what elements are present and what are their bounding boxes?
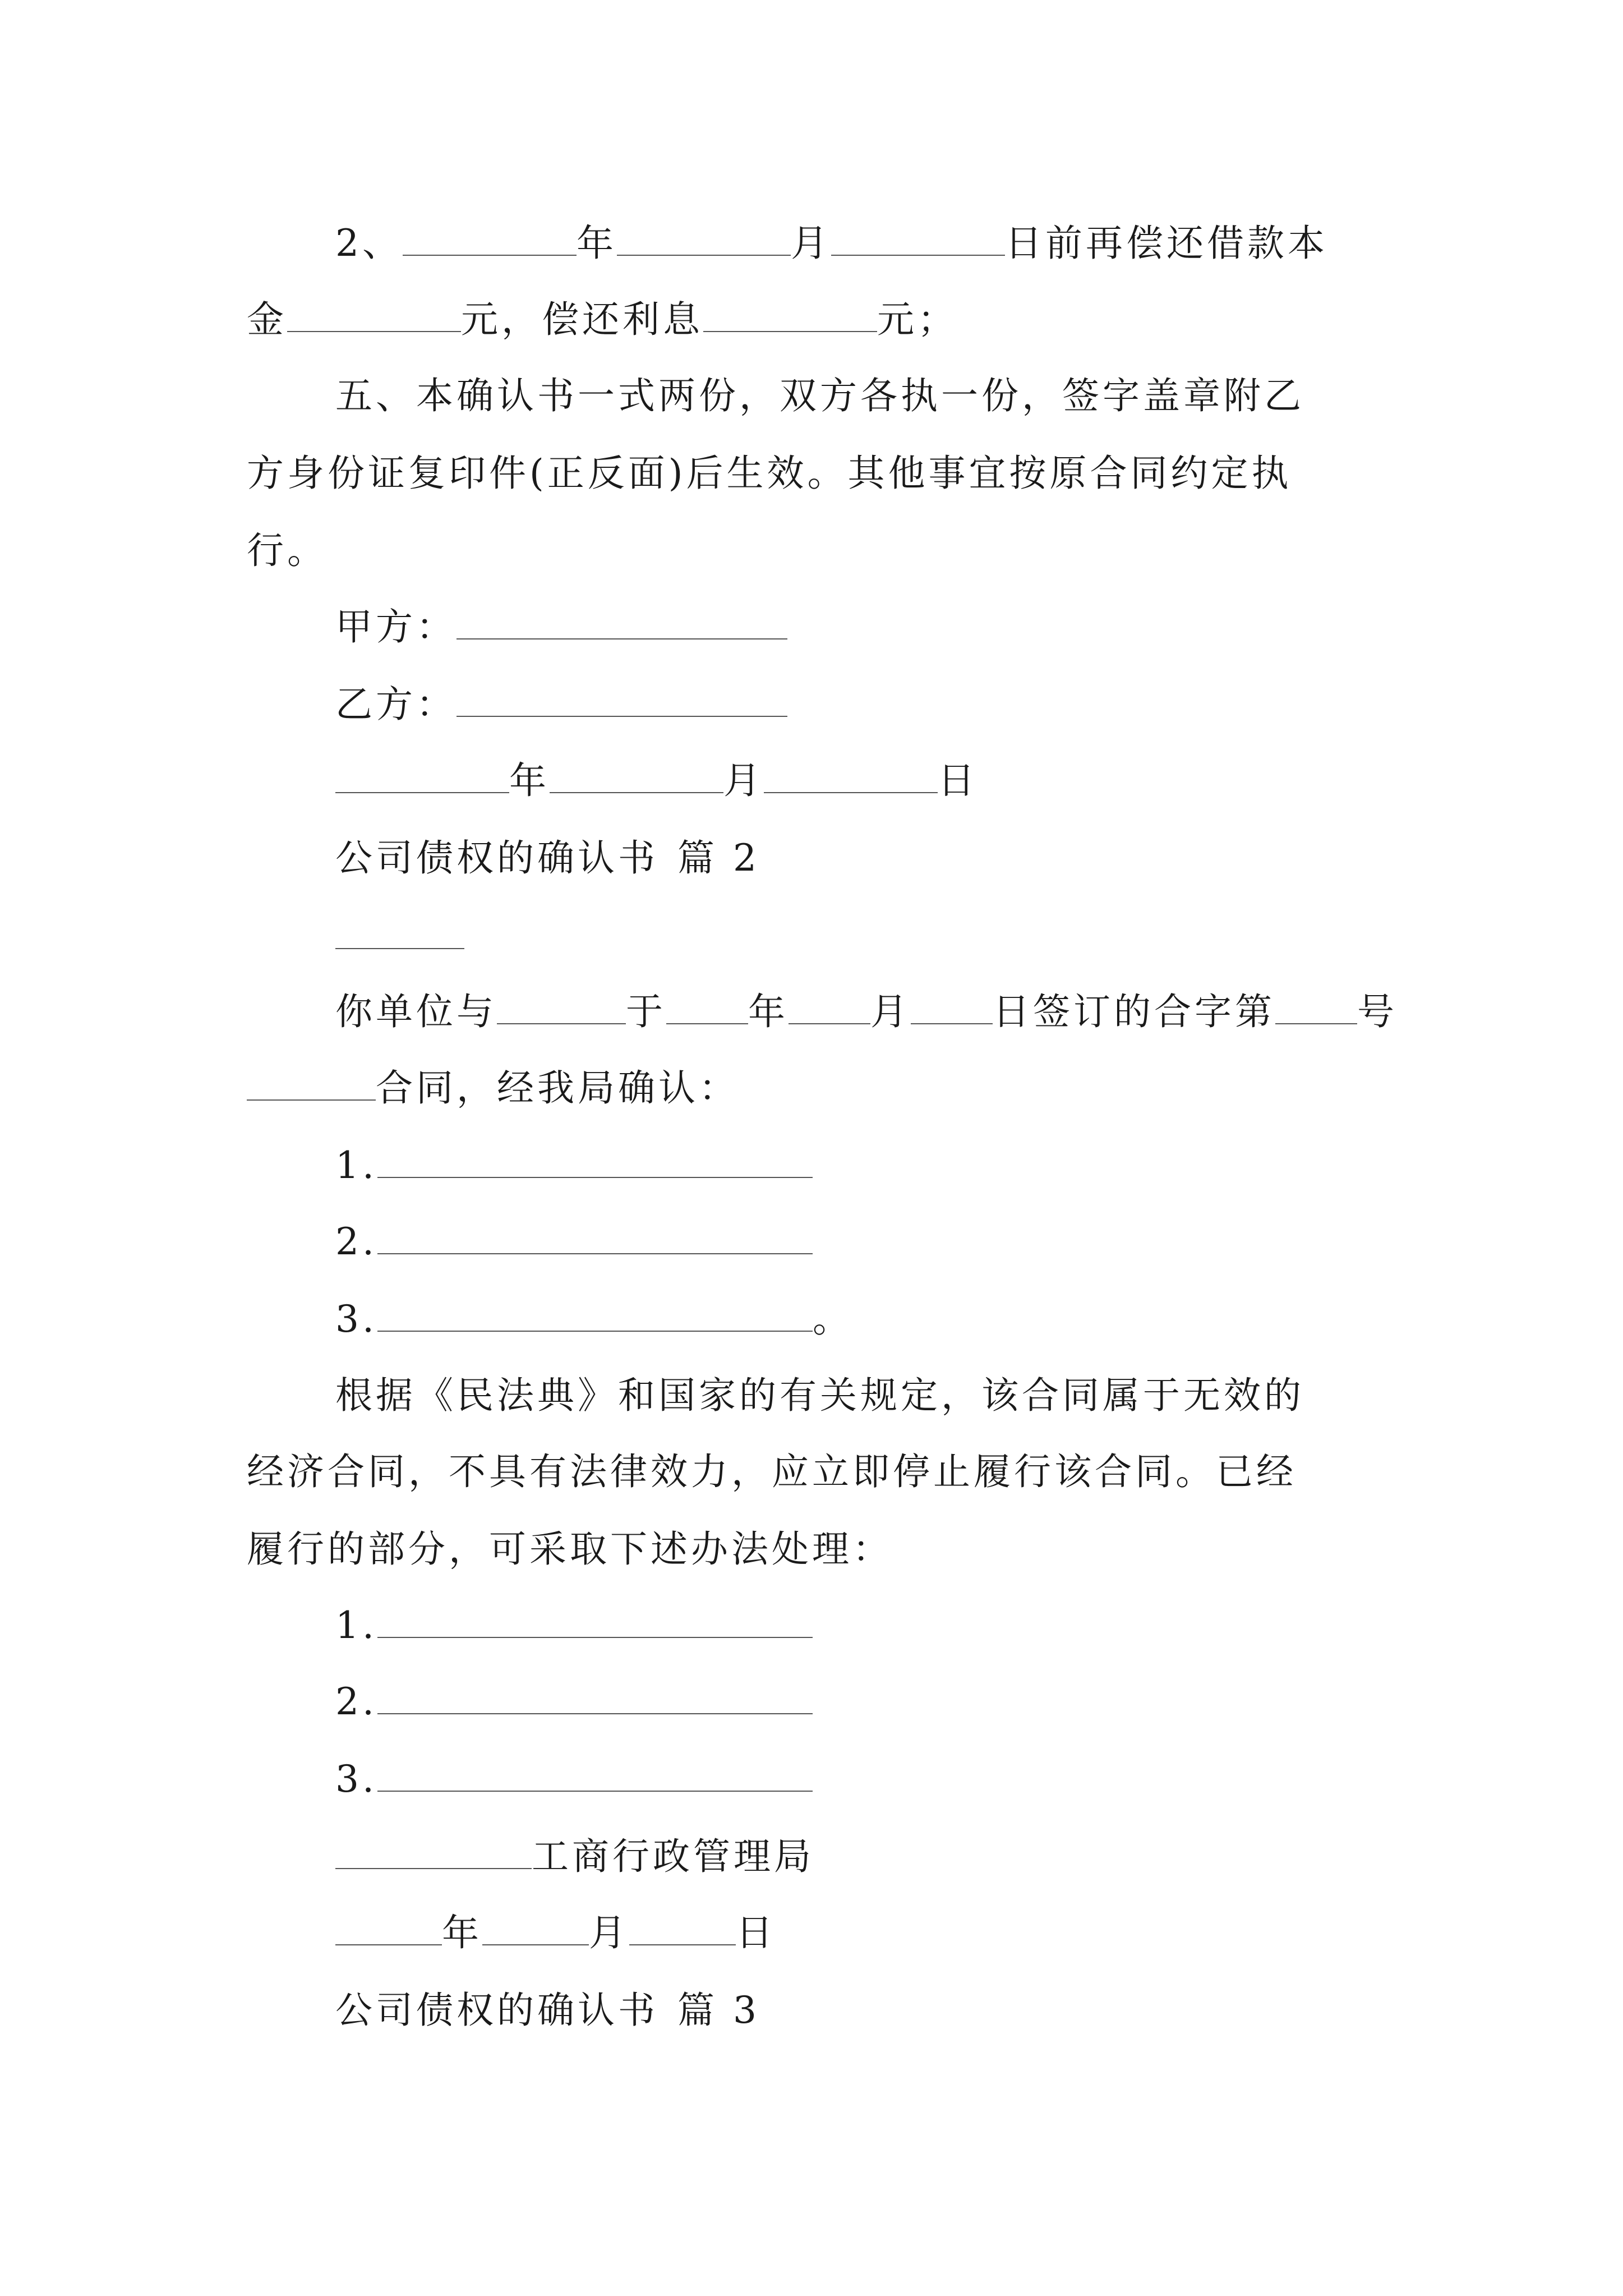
- contract-line-2: [247, 1066, 1385, 1111]
- list1-item-1: [335, 1143, 1474, 1188]
- list2-item-1: [335, 1603, 1474, 1648]
- list2-blank-2: [377, 1680, 813, 1714]
- clause5-line-2: 方身份证复印件(正反面)后生效。其他事宜按原合同约定执: [247, 452, 1292, 495]
- section3-title-text: 公司债权的确认书: [335, 1989, 658, 2032]
- principal-blank: [287, 298, 461, 332]
- list1-number-3: 3.: [335, 1297, 377, 1341]
- section3-title: [335, 1988, 1474, 2033]
- section2-title-suffix: 篇 2: [677, 836, 760, 880]
- list1-end-mark: 。: [812, 1297, 853, 1341]
- auth-day-label: 日: [736, 1911, 776, 1954]
- party-b-label: 乙方：: [335, 683, 457, 726]
- sign-day-blank: [764, 759, 938, 793]
- contract-year-blank: [666, 990, 748, 1024]
- auth-month-label: 月: [589, 1911, 629, 1954]
- contract-day-blank: [911, 990, 993, 1024]
- repayment-line-1: [335, 221, 1385, 266]
- repayment-line-2: [247, 297, 1385, 342]
- list2-blank-1: [377, 1604, 813, 1638]
- day-blank: [831, 222, 1005, 256]
- authority-blank: [335, 1835, 532, 1869]
- list2-number-2: 2.: [335, 1680, 377, 1723]
- contract-month-blank: [789, 990, 870, 1024]
- list1-blank-1: [377, 1144, 813, 1178]
- principal-label: 金: [247, 298, 287, 341]
- yuan-end: 元；: [877, 298, 958, 341]
- party-b-blank: [457, 683, 787, 717]
- auth-year-blank: [335, 1911, 442, 1945]
- item-number: 2、: [335, 222, 403, 265]
- list1-item-3: [335, 1297, 1474, 1342]
- contract-type-blank: [247, 1066, 376, 1101]
- section2-title-text: 公司债权的确认书: [335, 836, 658, 880]
- list1-blank-2: [377, 1220, 813, 1254]
- party-blank: [497, 990, 626, 1024]
- contract-text-6: 号: [1357, 990, 1398, 1033]
- auth-year-label: 年: [442, 1911, 482, 1954]
- addressee-line: [335, 914, 1474, 959]
- auth-day-blank: [629, 1911, 736, 1945]
- list2-item-3: [335, 1757, 1474, 1802]
- list2-number-3: 3.: [335, 1757, 377, 1801]
- contract-line-1: [335, 990, 1398, 1034]
- list1-blank-3: [377, 1297, 813, 1332]
- section3-title-suffix: 篇 3: [677, 1989, 760, 2032]
- sign-day-label: 日: [938, 759, 978, 802]
- law-line-1: 根据《民法典》和国家的有关规定，该合同属于无效的: [335, 1374, 1304, 1417]
- list2-number-1: 1.: [335, 1604, 377, 1647]
- contract-text-7: 合同，经我局确认：: [376, 1066, 739, 1110]
- law-line-3: 履行的部分，可采取下述办法处理：: [247, 1527, 893, 1571]
- list1-item-2: [335, 1220, 1474, 1264]
- year-label: 年: [577, 222, 617, 265]
- list2-blank-3: [377, 1757, 813, 1792]
- sign-year-blank: [335, 759, 509, 793]
- interest-label: 元，偿还利息: [461, 298, 703, 341]
- contract-number-blank: [1275, 990, 1357, 1024]
- signing-date-line: [335, 758, 1474, 803]
- authority-line: [335, 1834, 1474, 1879]
- contract-text-5: 日签订的合字第: [993, 990, 1275, 1033]
- interest-blank: [703, 298, 877, 332]
- contract-text-1: 你单位与: [335, 990, 497, 1033]
- law-line-2: 经济合同，不具有法律效力，应立即停止履行该合同。已经: [247, 1450, 1297, 1493]
- list1-number-2: 2.: [335, 1220, 377, 1263]
- clause5-line-3: 行。: [247, 529, 328, 572]
- party-b-line: [335, 682, 1474, 727]
- auth-month-blank: [482, 1911, 589, 1945]
- contract-month-label: 月: [870, 990, 911, 1033]
- section2-title: [335, 836, 1474, 881]
- authority-date-line: [335, 1911, 1474, 1955]
- list2-item-2: [335, 1680, 1474, 1724]
- authority-name: 工商行政管理局: [532, 1835, 814, 1878]
- repay-text: 日前再偿还借款本: [1005, 222, 1328, 265]
- addressee-blank: [335, 915, 464, 949]
- clause5-line-1: 五、本确认书一式两份，双方各执一份，签字盖章附乙: [335, 374, 1304, 417]
- contract-year-label: 年: [748, 990, 789, 1033]
- year-blank: [403, 222, 577, 256]
- contract-text-2: 于: [626, 990, 666, 1033]
- month-label: 月: [791, 222, 831, 265]
- sign-month-blank: [550, 759, 723, 793]
- party-a-label: 甲方：: [335, 605, 457, 648]
- sign-year-label: 年: [509, 759, 550, 802]
- party-a-blank: [457, 605, 787, 639]
- month-blank: [617, 222, 791, 256]
- party-a-line: [335, 605, 1474, 650]
- sign-month-label: 月: [723, 759, 764, 802]
- list1-number-1: 1.: [335, 1144, 377, 1187]
